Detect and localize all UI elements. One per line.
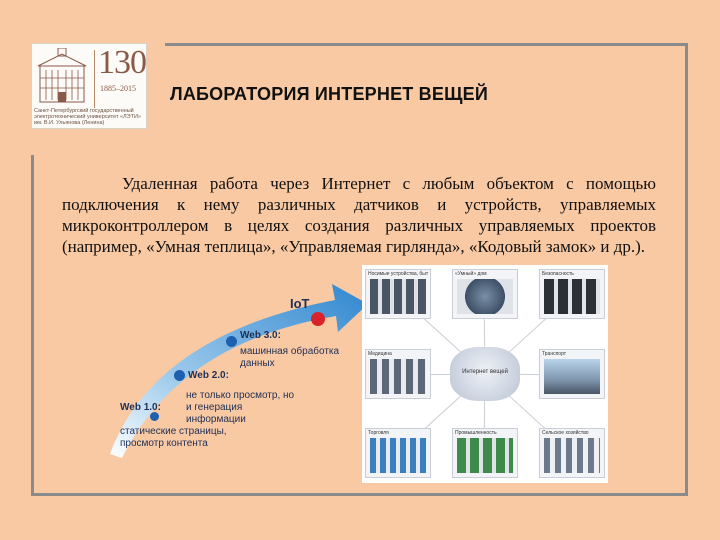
tile-smart-home <box>452 269 518 319</box>
anniversary-number: 130 <box>98 44 146 81</box>
anniversary-years: 1885–2015 <box>100 84 136 93</box>
tile-title: «Умный» дом <box>455 271 487 277</box>
frame-right-rule <box>685 43 688 495</box>
description-paragraph: Удаленная работа через Интернет с любым объектом с помощью подключения к нему различных датчиков и устройств, управляемых микроконтроллером в целях создания различных управляемых проектов (например, «Умная теплица», «Управляемая гирлянда», «Кодовый замок» и др.). <box>62 174 656 256</box>
tile-title: Безопасность <box>542 271 574 277</box>
university-logo <box>31 43 147 129</box>
frame-top-rule <box>165 43 687 46</box>
tile-industry <box>452 428 518 478</box>
tile-retail <box>365 428 431 478</box>
web1-description: статические страницы, просмотр контента <box>120 426 227 449</box>
tile-title: Носимые устройства, быт <box>368 271 429 277</box>
web2-description: не только просмотр, но и генерация информации <box>186 390 295 425</box>
iot-applications-diagram <box>362 265 608 483</box>
tile-title: Промышленность <box>455 430 497 436</box>
tile-title: Торговля <box>368 430 389 436</box>
vehicle-icon <box>544 359 600 394</box>
web3-description: машинная обработка данных <box>240 346 340 369</box>
tile-title: Сельское хозяйство <box>542 430 589 436</box>
farm-icon <box>544 438 600 473</box>
logo-divider <box>94 50 95 108</box>
house-icon <box>457 279 513 314</box>
frame-bottom-rule <box>31 493 688 496</box>
logo-caption: Санкт-Петербургский государственный электротехнический университет «ЛЭТИ» им. В.И. Ульянова (Ленина) <box>34 108 141 126</box>
tile-wearables <box>365 269 431 319</box>
shop-icon <box>370 438 426 473</box>
tile-title: Транспорт <box>542 351 567 357</box>
tile-title: Медицина <box>368 351 392 357</box>
camera-icon <box>544 279 600 314</box>
web1-dot <box>150 412 159 421</box>
web2-title: Web 2.0: <box>188 370 229 381</box>
web2-dot <box>174 370 185 381</box>
tile-agriculture <box>539 428 605 478</box>
web3-title: Web 3.0: <box>240 330 281 341</box>
medical-device-icon <box>370 359 426 394</box>
tile-medicine <box>365 349 431 399</box>
cloud-label: Интернет вещей <box>462 369 508 375</box>
iot-label: IoT <box>290 296 310 311</box>
tile-security <box>539 269 605 319</box>
iot-dot <box>311 312 325 326</box>
tile-transport <box>539 349 605 399</box>
factory-icon <box>457 438 513 473</box>
web3-dot <box>226 336 237 347</box>
building-icon <box>34 48 90 106</box>
page-title: ЛАБОРАТОРИЯ ИНТЕРНЕТ ВЕЩЕЙ <box>170 84 488 104</box>
frame-left-rule <box>31 155 34 495</box>
devices-icon <box>370 279 426 314</box>
web1-title: Web 1.0: <box>120 402 161 413</box>
